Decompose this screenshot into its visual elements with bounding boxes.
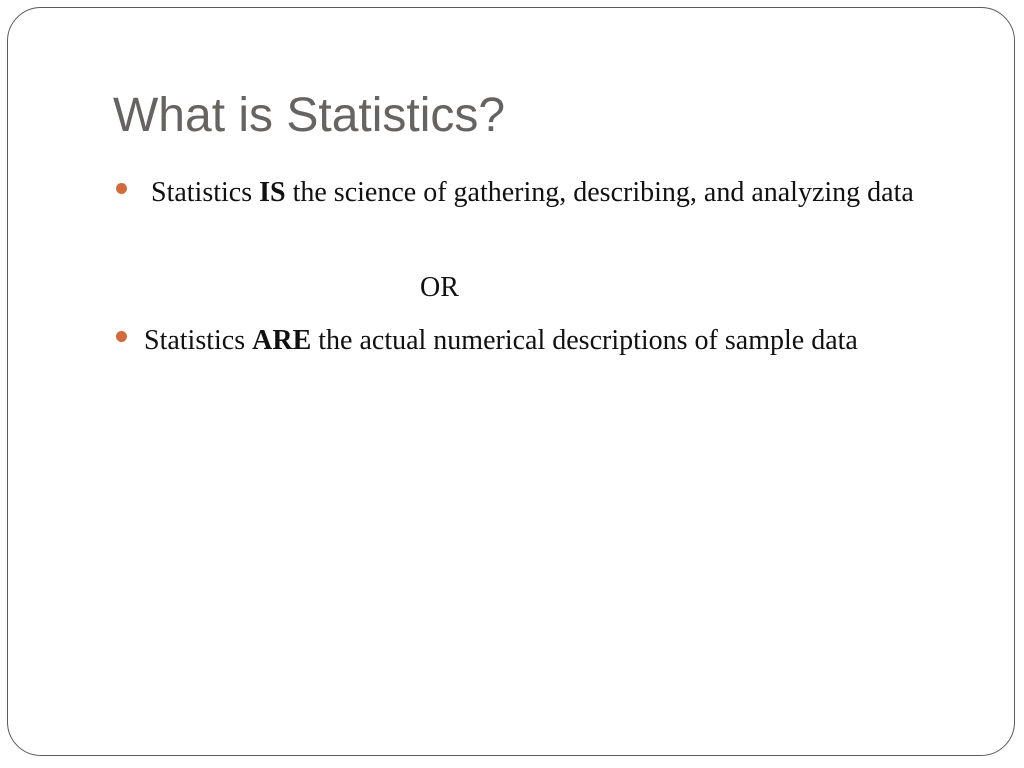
bullet-text — [144, 325, 858, 356]
bullet-text — [144, 177, 914, 208]
bullet-suffix: the actual numerical descriptions of sample data — [311, 325, 858, 356]
bullet-prefix: Statistics — [151, 177, 260, 208]
bullet-item — [114, 318, 964, 363]
bullet-emphasis: IS — [259, 177, 286, 208]
bullet-prefix: Statistics — [144, 325, 253, 356]
bullet-dot-icon — [116, 331, 127, 342]
slide-title: What is Statistics? — [113, 89, 506, 142]
or-separator: OR — [420, 272, 459, 303]
bullet-dot-icon — [116, 183, 127, 194]
bullet-suffix: the science of gathering, describing, and analyzing data — [285, 177, 914, 208]
bullet-item — [114, 170, 934, 215]
bullet-emphasis: ARE — [252, 325, 312, 356]
